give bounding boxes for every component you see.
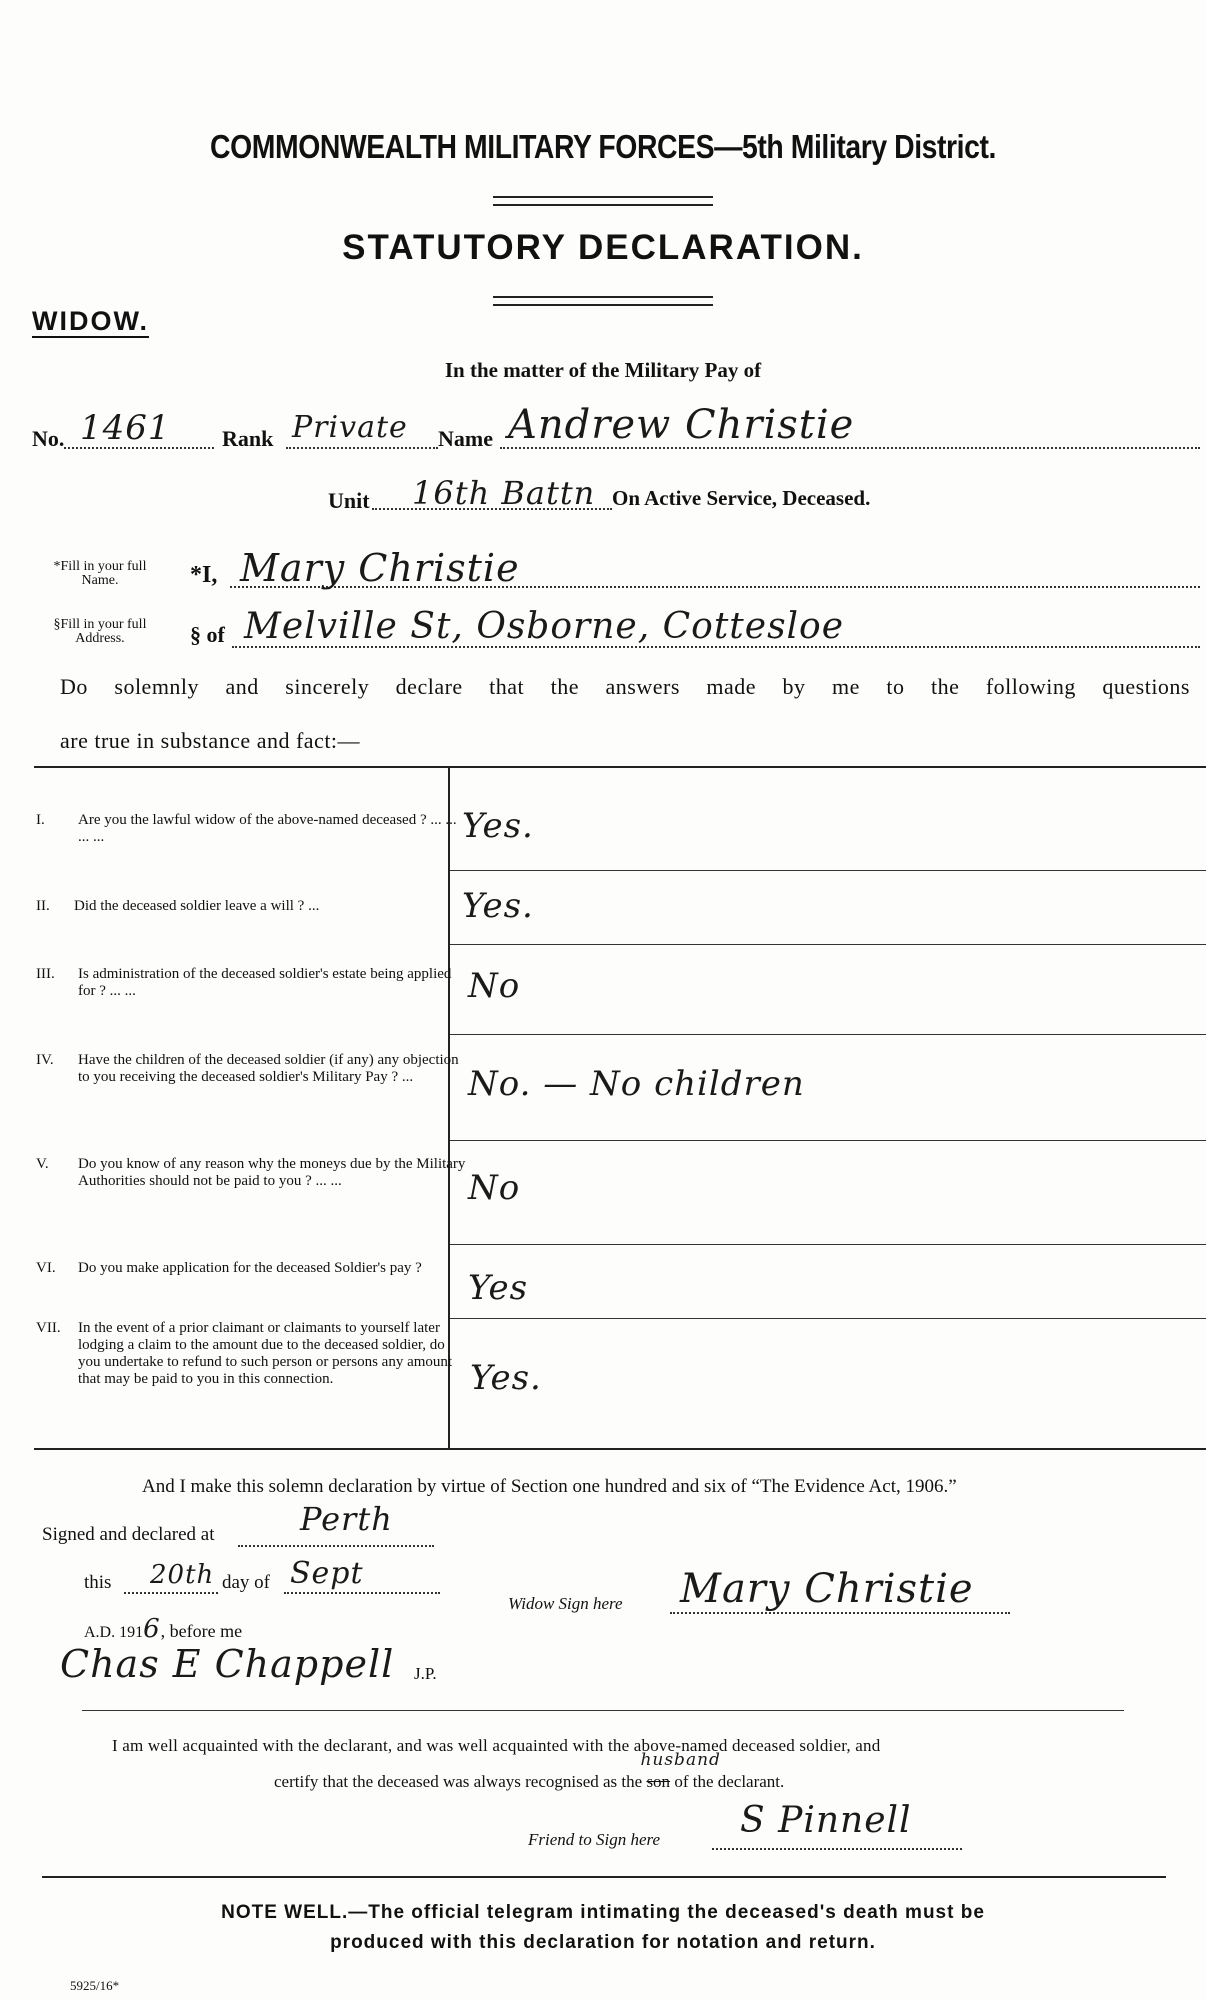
answer-7[interactable]: Yes. (470, 1358, 542, 1398)
signed-at-label: Signed and declared at (42, 1524, 215, 1545)
address-fill-note: §Fill in your full Address. (53, 617, 147, 646)
question-7: VII. In the event of a prior claimant or claimants to yourself later lodging a claim to the amount due to the deceased soldier, do you undertake to refund to such person or persons any amount that may be paid to you in this connection. (36, 1320, 453, 1387)
friend-line-2: certify that the deceased was always recognised as the husband son of the declarant. (274, 1750, 785, 1791)
answer-4[interactable]: No. — No children (468, 1064, 805, 1104)
jp-label: J.P. (414, 1664, 437, 1683)
address-prefix: § of (190, 622, 225, 647)
friend-sign-label: Friend to Sign here (528, 1830, 661, 1849)
jp-signature[interactable]: Chas E Chappell (60, 1642, 395, 1686)
answer-rule (450, 1244, 1206, 1245)
friend-sign-line (712, 1848, 962, 1850)
year-value[interactable]: 6 (143, 1614, 161, 1644)
no-label: No. (32, 426, 65, 451)
friend-struck-word: son (646, 1772, 671, 1791)
unit-label: Unit (328, 488, 370, 513)
answer-3[interactable]: No (468, 966, 521, 1006)
before-me: , before me (160, 1621, 243, 1641)
widow-sign-label: Widow Sign here (508, 1594, 623, 1613)
name-label: Name (438, 426, 493, 451)
year-line (84, 1614, 242, 1644)
rank-label: Rank (222, 426, 274, 451)
answer-rule (450, 944, 1206, 945)
answer-5[interactable]: No (468, 1168, 521, 1208)
widow-signature[interactable]: Mary Christie (680, 1566, 974, 1612)
rank-line (286, 447, 438, 449)
declarant-name-value[interactable]: Mary Christie (240, 546, 520, 590)
form-code: 5925/16* (70, 1978, 120, 1993)
friend-signature[interactable]: S Pinnell (740, 1800, 912, 1841)
matter-line: In the matter of the Military Pay of (444, 358, 762, 382)
question-6: VI. Do you make application for the deceased Soldier's pay ? (36, 1260, 422, 1276)
name-value[interactable]: Andrew Christie (508, 402, 855, 448)
note-line-2: produced with this declaration for notation and return. (330, 1932, 876, 1953)
table-top-rule (34, 766, 1206, 768)
answer-rule (450, 1034, 1206, 1035)
answer-rule (450, 1140, 1206, 1141)
form-title: COMMONWEALTH MILITARY FORCES—5th Military District. (210, 128, 996, 165)
question-3: III. Is administration of the deceased soldier's estate being applied for ? ... ... (36, 966, 452, 999)
question-2: II. Did the deceased soldier leave a will ? ... (36, 898, 320, 914)
day-line (124, 1592, 218, 1594)
address-value[interactable]: Melville St, Osborne, Cottesloe (244, 606, 845, 647)
declaration-text-2: are true in substance and fact:— (60, 728, 361, 753)
question-5: V. Do you know of any reason why the moneys due by the Military Authorities should not be paid to you ? ... ... (36, 1156, 466, 1189)
no-value[interactable]: 1461 (80, 408, 171, 448)
month-line (284, 1592, 440, 1594)
widow-sign-line (670, 1612, 1010, 1614)
table-bottom-rule (34, 1448, 1206, 1450)
answer-1[interactable]: Yes. (462, 806, 534, 846)
section-rule (82, 1710, 1124, 1711)
form-subtitle: STATUTORY DECLARATION. (342, 228, 864, 267)
answer-rule (450, 870, 1206, 871)
solemn-declaration-text: And I make this solemn declaration by virtue of Section one hundred and six of “The Evidence Act, 1906.” (142, 1476, 957, 1497)
name-fill-note: *Fill in your full Name. (53, 559, 147, 588)
unit-value[interactable]: 16th Battn (412, 474, 596, 512)
title-divider (493, 196, 713, 206)
answer-6[interactable]: Yes (468, 1268, 529, 1308)
month-value[interactable]: Sept (290, 1556, 364, 1591)
declaration-text-1: Do solemnly and sincerely declare that the answers made by me to the following questions (60, 674, 1190, 699)
answer-2[interactable]: Yes. (462, 886, 534, 926)
rank-value[interactable]: Private (292, 410, 408, 445)
signed-at-line (238, 1545, 434, 1547)
friend-insert-word: husband (640, 1750, 721, 1770)
question-4: IV. Have the children of the deceased soldier (if any) any objection to you receiving the deceased soldier's Military Pay ? ... (36, 1052, 459, 1085)
signed-at-value[interactable]: Perth (300, 1500, 393, 1538)
year-prefix: A.D. 191 (84, 1624, 144, 1641)
friend-line-1: I am well acquainted with the declarant, and was well acquainted with the above-named deceased soldier, and (112, 1736, 881, 1755)
footer-rule (42, 1876, 1166, 1878)
subtitle-divider (493, 296, 713, 306)
day-of-label: day of (222, 1572, 271, 1593)
declarant-prefix: *I, (190, 562, 218, 588)
answer-rule (450, 1318, 1206, 1319)
this-label: this (84, 1572, 112, 1593)
unit-status: On Active Service, Deceased. (612, 486, 871, 510)
day-value[interactable]: 20th (150, 1560, 215, 1590)
note-line-1: NOTE WELL.—The official telegram intimating the deceased's death must be (221, 1902, 985, 1923)
form-type-label: WIDOW. (32, 306, 149, 336)
question-1: I. Are you the lawful widow of the above-named deceased ? ... ... ... ... (36, 812, 457, 845)
